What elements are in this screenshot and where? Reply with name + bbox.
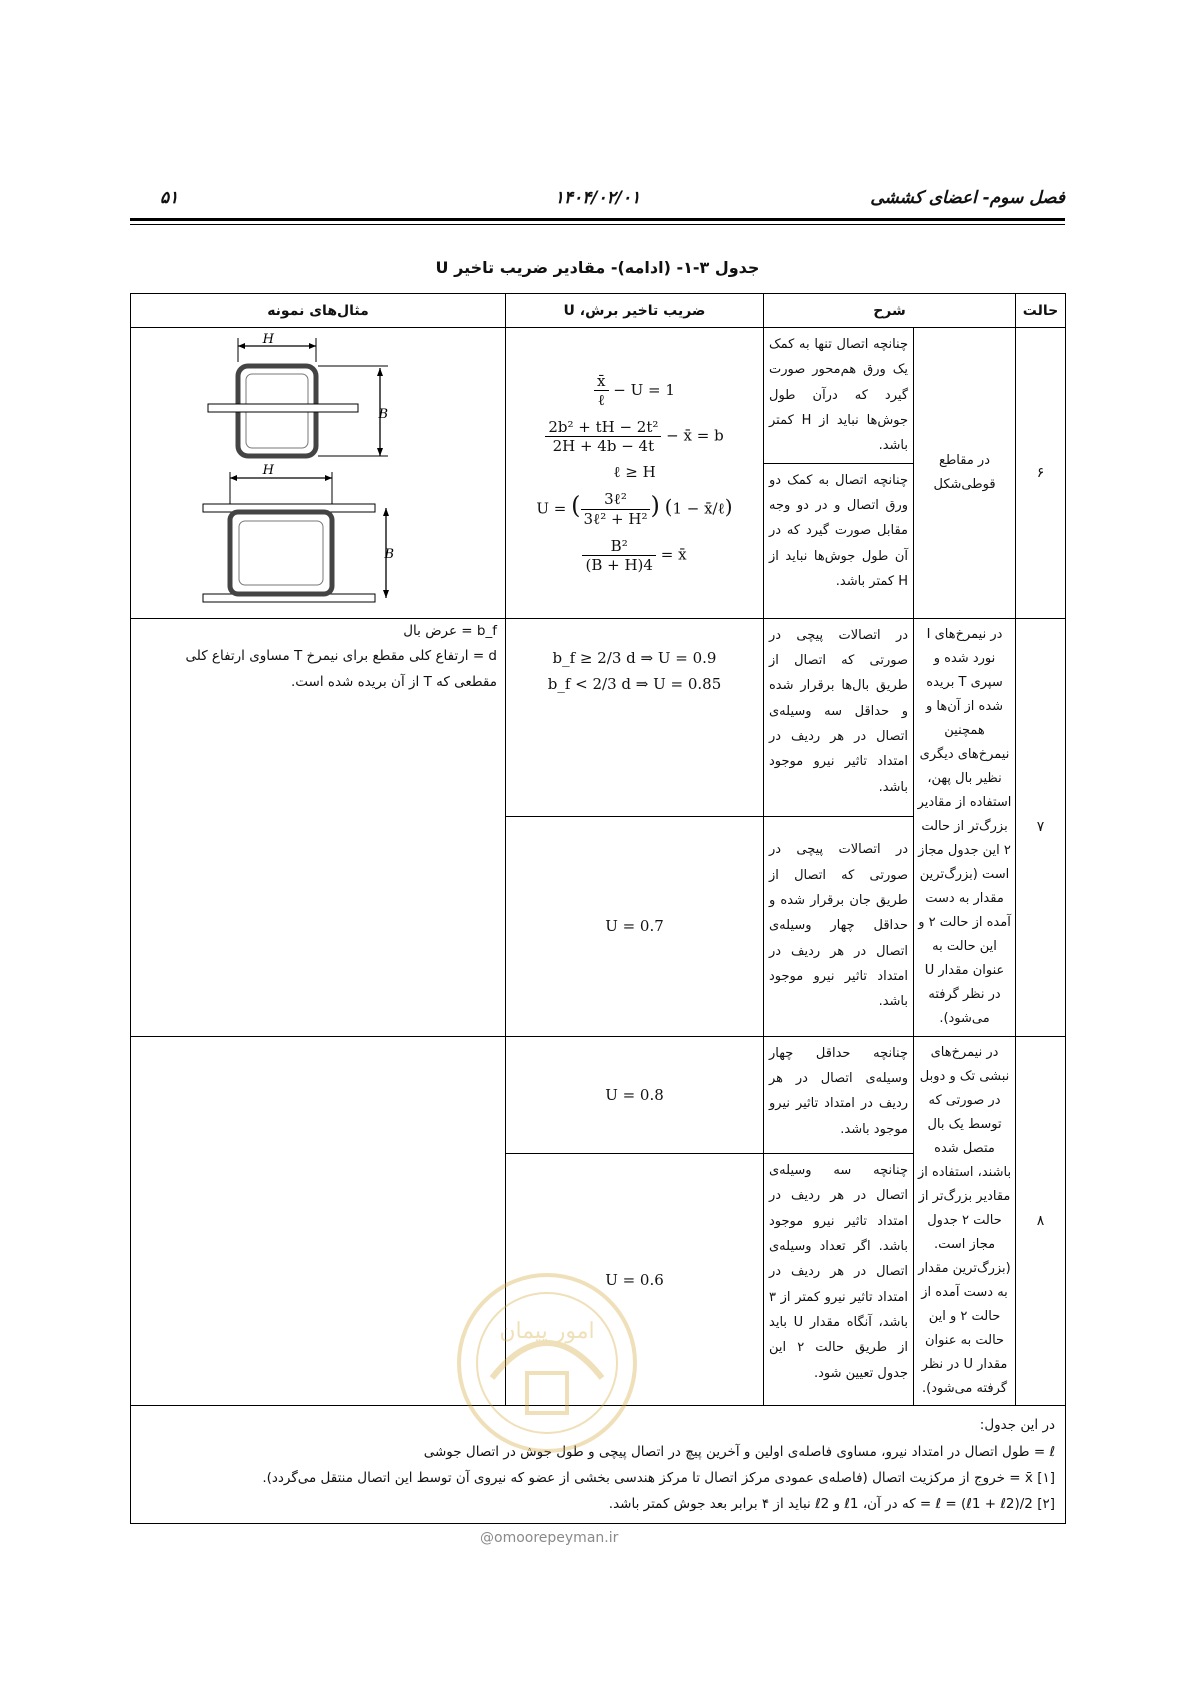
case-section: در نیمرخ‌های I نورد شده و سپری T بریده شده از آن‌ها و همچنین نیمرخ‌های دیگری نظیر بال پهن، استفاده از مقادیر بزرگ‌تر از حالت ۲ این جدول مجاز است (بزرگ‌ترین مقدار به دست آمده از حالت ۲ و این حالت به عنوان مقدار U در نظر گرفته می‌شود). (914, 618, 1016, 1036)
case-description: در اتصالات پیچی در صورتی که اتصال از طریق جان برقرار شده و حداقل چهار وسیله‌ی اتصال در هر ردیف در امتداد تاثیر نیرو موجود باشد. (764, 816, 914, 1036)
case-description: چنانچه حداقل چهار وسیله‌ی اتصال در هر ردیف در امتداد تاثیر نیرو موجود باشد. (764, 1036, 914, 1153)
col-factor: ضریب تاخیر برش، U (506, 294, 764, 328)
formula-bf-ge: b_f ≥ 2/3 d ⇒ U = 0.9 (552, 648, 717, 667)
chapter-title: فصل سوم- اعضای کششی (870, 188, 1065, 208)
svg-text:H: H (262, 332, 274, 347)
case-section: در مقاطع قوطی‌شکل (914, 328, 1016, 619)
header-rule-thin (130, 224, 1065, 225)
case-number: ۷ (1016, 618, 1066, 1036)
website-credit: @omoorepeyman.ir (480, 1530, 619, 1546)
case-description: در اتصالات پیچی در صورتی که اتصال از طریق بال‌ها برقرار شده و حداقل سه وسیله‌ی اتصال در هر ردیف در امتداد تاثیر نیرو موجود باشد. (764, 618, 914, 816)
case-number: ۸ (1016, 1036, 1066, 1406)
formula-u: U = 1 − x̄ ℓ (506, 372, 763, 410)
formula-bf-lt: b_f < 2/3 d ⇒ U = 0.85 (547, 674, 722, 693)
case-description: چنانچه اتصال به کمک دو ورق اتصال و در دو وجه مقابل صورت گیرد که در آن طول جوش‌ها نباید از H کمتر باشد. (764, 463, 914, 618)
watermark-seal (452, 1268, 642, 1458)
table-row (131, 328, 1066, 464)
formula-u2: U = ( 3ℓ² 3ℓ² + H² ) (1 − x̄/ℓ) (536, 489, 733, 528)
example-d: d = ارتفاع کلی مقطع برای نیمرخ T مساوی ارتفاع کلی مقطعی که T از آن بریده شده است. (185, 648, 497, 690)
page-header (130, 188, 1065, 218)
case-description: چنانچه سه وسیله‌ی اتصال در هر ردیف در امتداد تاثیر نیرو موجود باشد. اگر تعداد وسیله‌ی اتصال در هر ردیف در امتداد تاثیر نیرو کمتر از ۳ باشد، آنگاه مقدار U باید از طریق حالت ۲ این جدول تعیین شود. (764, 1153, 914, 1405)
case-number: ۶ (1016, 328, 1066, 619)
examples-empty (131, 1036, 506, 1406)
box-section-diagram (131, 328, 506, 619)
note-eccentricity: [۱] x̄ = خروج از مرکزیت اتصال (فاصله‌ی عمودی مرکز اتصال تا مرکز هندسی بخشی از عضو که نیروی آن توسط این اتصال منتقل می‌گردد). (262, 1469, 1056, 1486)
svg-text:B: B (384, 547, 394, 562)
col-case: حالت (1016, 294, 1066, 328)
formula-xbar: x̄ = b − $\frac{\text{2b² + tH − 2t²}}{2H + 4b - 4t}$ (506, 418, 763, 455)
svg-text:B: B (378, 407, 388, 422)
case-section: در نیمرخ‌های نبشی تک و دوبل در صورتی که توسط یک بال متصل شده باشند، استفاده از مقادیر بزرگ‌تر از حالت ۲ جدول مجاز است. (بزرگ‌ترین مقدار به دست آمده از حالت ۲ و این حالت به عنوان مقدار U در نظر گرفته می‌شود). (914, 1036, 1016, 1406)
table-row (131, 618, 1066, 816)
table-header-row (131, 294, 1066, 328)
col-description: شرح (764, 294, 1016, 328)
note-length: ℓ = طول اتصال در امتداد نیرو، مساوی فاصله‌ی اولین و آخرین پیچ در اتصال پیچی و طول جوش در اتصال جوشی (423, 1443, 1056, 1460)
header-rule-thick (130, 218, 1065, 221)
page-number: ۵۱ (160, 188, 179, 208)
example-bf: b_f = عرض بال (403, 622, 497, 639)
case-description: چنانچه اتصال تنها به کمک یک ورق هم‌محور صورت گیرد که درآن طول جوش‌ها نباید از H کمتر باشد. (764, 328, 914, 464)
formula-cell (506, 618, 764, 816)
notes-intro: در این جدول: (979, 1417, 1056, 1434)
examples-cell (131, 618, 506, 1036)
table-row (131, 1036, 1066, 1153)
formula-cell: U = 0.6 (506, 1153, 764, 1405)
svg-text:H: H (262, 463, 274, 478)
col-examples: مثال‌های نمونه (131, 294, 506, 328)
header-date: ۱۴۰۴/۰۲/۰۱ (554, 188, 641, 208)
formula-cell: U = 0.8 (506, 1036, 764, 1153)
svg-text:امور پیمان: امور پیمان (499, 1319, 595, 1344)
formula-length: ℓ ≥ H (613, 462, 656, 481)
table-caption: جدول ۳-۱- (ادامه)- مقادیر ضریب تاخیر U (435, 258, 760, 277)
formula-cell (506, 328, 764, 619)
note-weld-length: [۲] ℓ = (ℓ1 + ℓ2)/2 = که در آن، ℓ1 و ℓ2 نباید از ۴ برابر بعد جوش کمتر باشد. (608, 1496, 1056, 1513)
formula-cell: U = 0.7 (506, 816, 764, 1036)
formula-xbar2: x̄ = $\frac{\text{B²}}{4(B + H)}$ (506, 537, 763, 574)
